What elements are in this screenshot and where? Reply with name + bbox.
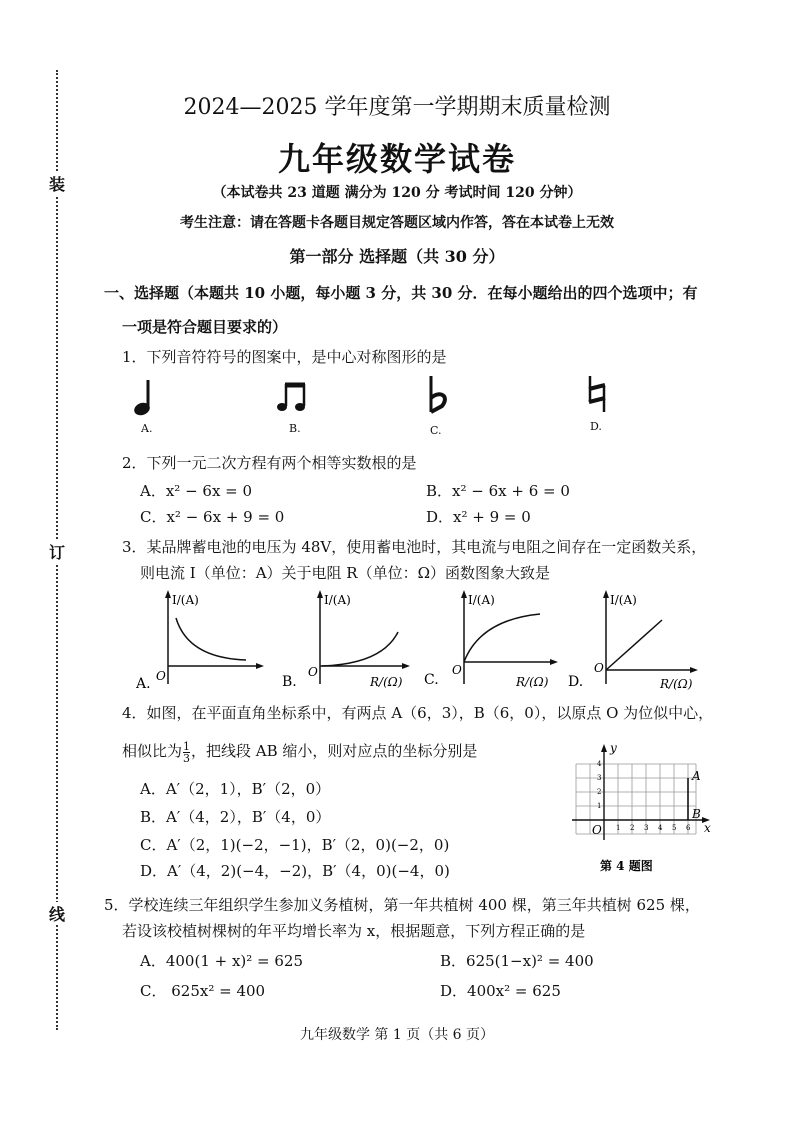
q1-label-d: D. — [590, 420, 602, 433]
q4-stem-line1: 4．如图，在平面直角坐标系中，有两点 A（6，3），B（6，0），以原点 O 为位似中心， — [122, 704, 714, 722]
q4-option-d: D．A′（4，2)(−4，−2)，B′（4，0)(−4，0) — [140, 862, 450, 880]
q2-option-b: B．x² − 6x + 6 = 0 — [426, 482, 570, 500]
page-footer: 九年级数学 第 1 页（共 6 页） — [299, 1027, 495, 1043]
quarter-note-icon — [128, 378, 168, 418]
q4-fig-origin: O — [592, 823, 602, 837]
q1-stem: 1．下列音符符号的图案中，是中心对称图形的是 — [122, 348, 447, 366]
q4-fig-xtick-6: 6 — [686, 824, 691, 832]
q3a-option-label: A. — [136, 676, 151, 692]
q3d-origin: O — [594, 661, 604, 675]
q4-option-a: A．A′（2，1），B′（2，0） — [140, 780, 331, 798]
q4-fig-xtick-1: 1 — [616, 824, 621, 832]
q3a-origin: O — [156, 669, 166, 683]
section-instructions-line2: 一项是符合题目要求的） — [122, 318, 288, 336]
q3-stem-line2: 则电流 I（单位：A）关于电阻 R（单位：Ω）函数图象大致是 — [140, 564, 551, 582]
binding-char-xian: 线 — [46, 902, 68, 925]
q1-label-a: A. — [141, 422, 153, 435]
q5-option-d: D．400x² = 625 — [440, 982, 561, 1000]
q3b-xlabel: R/(Ω) — [370, 675, 403, 689]
q4-fig-point-b: B — [692, 807, 701, 821]
q3c-ylabel: I/(A) — [468, 593, 495, 607]
q4-option-c: C．A′（2，1)(−2，−1)，B′（2，0)(−2，0) — [140, 836, 450, 854]
q4-fig-point-a: A — [692, 769, 701, 783]
q4-fraction — [183, 741, 190, 764]
q3b-option-label: B. — [282, 674, 297, 690]
q5-stem-line1: 5．学校连续三年组织学生参加义务植树，第一年共植树 400 棵，第三年共植树 625 棵， — [104, 896, 700, 914]
q4-fig-x-axis: x — [704, 821, 711, 835]
q4-fig-xtick-3: 3 — [644, 824, 649, 832]
q4-fig-xtick-4: 4 — [658, 824, 663, 832]
q3-graph-d — [566, 588, 702, 692]
part-heading: 第一部分 选择题（共 30 分） — [289, 247, 505, 266]
q4-fig-xtick-5: 5 — [672, 824, 677, 832]
q2-stem: 2．下列一元二次方程有两个相等实数根的是 — [122, 454, 417, 472]
q5-option-a: A．400(1 + x)² = 625 — [140, 952, 304, 970]
q1-label-c: C. — [430, 424, 442, 437]
q3b-ylabel: I/(A) — [324, 593, 351, 607]
q4-fig-ytick-1: 1 — [597, 802, 602, 810]
q4-fig-ytick-2: 2 — [597, 788, 602, 796]
exam-notice: 考生注意：请在答题卡各题目规定答题区域内作答，答在本试卷上无效 — [180, 215, 614, 231]
q4-stem-pre: 相似比为 — [122, 742, 183, 760]
exam-info: （本试卷共 23 道题 满分为 120 分 考试时间 120 分钟） — [212, 185, 582, 201]
q3c-xlabel: R/(Ω) — [516, 675, 549, 689]
q4-frac-den: 3 — [183, 751, 191, 765]
binding-char-ding: 订 — [46, 540, 68, 563]
q4-fig-xtick-2: 2 — [630, 824, 635, 832]
q3-graph-b — [282, 588, 412, 692]
q4-fig-caption: 第 4 题图 — [600, 859, 653, 873]
section-instructions-line1: 一、选择题（本题共 10 小题，每小题 3 分，共 30 分．在每小题给出的四个选项中；有 — [104, 284, 698, 302]
q4-fig-y-axis: y — [610, 741, 617, 755]
q5-option-c: C． 625x² = 400 — [140, 982, 266, 1000]
q4-frac-num: 1 — [183, 739, 191, 753]
q3c-option-label: C. — [424, 672, 439, 688]
q2-option-a: A．x² − 6x = 0 — [140, 482, 253, 500]
q3-graph-c — [424, 588, 560, 692]
q3d-option-label: D. — [568, 674, 584, 690]
q4-fig-ytick-4: 4 — [597, 760, 602, 768]
q3d-ylabel: I/(A) — [610, 593, 637, 607]
q4-stem-line2 — [122, 740, 477, 764]
q1-label-b: B. — [289, 422, 301, 435]
natural-sign-icon — [584, 374, 610, 414]
q2-option-d: D．x² + 9 = 0 — [426, 508, 531, 526]
q3d-xlabel: R/(Ω) — [660, 677, 693, 691]
q3a-ylabel: I/(A) — [172, 593, 199, 607]
q5-stem-line2: 若设该校植树棵树的年平均增长率为 x，根据题意，下列方程正确的是 — [122, 922, 586, 940]
q3-stem-line1: 3．某品牌蓄电池的电压为 48V，使用蓄电池时，其电流与电阻之间存在一定函数关系， — [122, 538, 707, 556]
q3c-origin: O — [452, 663, 462, 677]
flat-sign-icon — [424, 374, 454, 418]
q3-graph-a — [136, 588, 266, 692]
q4-option-b: B．A′（4，2），B′（4，0） — [140, 808, 331, 826]
q4-fig-ytick-3: 3 — [597, 774, 602, 782]
q5-option-b: B．625(1−x)² = 400 — [440, 952, 594, 970]
q4-coordinate-figure — [568, 740, 728, 876]
binding-char-zhuang: 装 — [46, 172, 68, 195]
exam-title: 2024—2025 学年度第一学期期末质量检测 — [183, 95, 611, 120]
beamed-notes-icon — [276, 380, 312, 416]
q2-option-c: C．x² − 6x + 9 = 0 — [140, 508, 285, 526]
q3b-origin: O — [308, 665, 318, 679]
exam-subtitle: 九年级数学试卷 — [277, 140, 516, 178]
q4-stem-post: ，把线段 AB 缩小，则对应点的坐标分别是 — [191, 742, 478, 760]
